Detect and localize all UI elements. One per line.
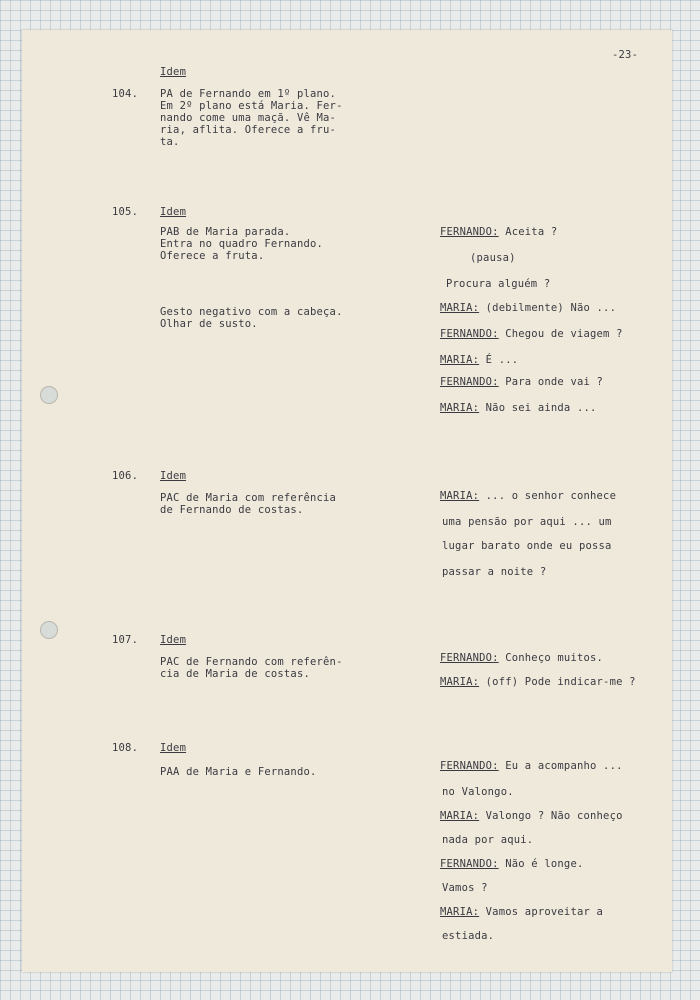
dialogue-line xyxy=(442,882,488,894)
scene-number: 108. xyxy=(112,742,139,754)
dialogue-line xyxy=(440,858,583,870)
speaker-name: MARIA: xyxy=(440,906,480,918)
scene-number: 105. xyxy=(112,206,139,218)
dialogue-text: Conheço muitos. xyxy=(498,652,604,664)
action-line: PA de Fernando em 1º plano. xyxy=(160,88,337,100)
dialogue-text: passar a noite ? xyxy=(442,566,547,578)
action-line: nando come uma maçã. Vê Ma- xyxy=(160,112,337,124)
scene-number: 107. xyxy=(112,634,139,646)
dialogue-text: Não é longe. xyxy=(498,858,584,870)
punch-hole xyxy=(40,386,58,404)
scene-number: 106. xyxy=(112,470,139,482)
dialogue-text: É ... xyxy=(479,354,519,366)
action-line: PAC de Fernando com referên- xyxy=(160,656,343,668)
action-line: PAC de Maria com referência xyxy=(160,492,337,504)
dialogue-line xyxy=(440,810,623,822)
speaker-name: FERNANDO: xyxy=(440,376,499,388)
action-line: de Fernando de costas. xyxy=(160,504,304,516)
dialogue-line xyxy=(440,354,518,366)
dialogue-text: estiada. xyxy=(442,930,495,942)
speaker-name: MARIA: xyxy=(440,676,480,688)
speaker-name: MARIA: xyxy=(440,810,480,822)
dialogue-line xyxy=(440,906,603,918)
dialogue-line xyxy=(446,278,550,290)
action-line: ta. xyxy=(160,136,180,148)
scene-heading: Idem xyxy=(160,66,187,78)
action-line: Em 2º plano está Maria. Fer- xyxy=(160,100,343,112)
dialogue-text: no Valongo. xyxy=(442,786,514,798)
page-number: -23- xyxy=(612,49,639,61)
dialogue-line xyxy=(440,676,636,688)
dialogue-line xyxy=(470,252,516,264)
dialogue-text: Eu a acompanho ... xyxy=(498,760,623,772)
dialogue-line xyxy=(440,226,557,238)
dialogue-text: lugar barato onde eu possa xyxy=(442,540,612,552)
scene-number: 104. xyxy=(112,88,139,100)
dialogue-line xyxy=(440,402,597,414)
dialogue-line xyxy=(442,540,612,552)
dialogue-text: (off) Pode indicar-me ? xyxy=(479,676,636,688)
dialogue-text: Valongo ? Não conheço xyxy=(479,810,623,822)
dialogue-line xyxy=(442,566,546,578)
script-page xyxy=(22,30,672,972)
dialogue-text: Procura alguém ? xyxy=(446,278,551,290)
speaker-name: FERNANDO: xyxy=(440,652,499,664)
dialogue-line xyxy=(442,930,494,942)
dialogue-text: ... o senhor conhece xyxy=(479,490,617,502)
action-line: cia de Maria de costas. xyxy=(160,668,310,680)
action-line: PAA de Maria e Fernando. xyxy=(160,766,317,778)
dialogue-text: (debilmente) Não ... xyxy=(479,302,617,314)
speaker-name: FERNANDO: xyxy=(440,760,499,772)
dialogue-line xyxy=(442,516,612,528)
dialogue-text: (pausa) xyxy=(470,252,516,264)
speaker-name: MARIA: xyxy=(440,302,480,314)
dialogue-line xyxy=(442,834,533,846)
dialogue-text: Aceita ? xyxy=(498,226,558,238)
speaker-name: MARIA: xyxy=(440,490,480,502)
dialogue-text: Vamos ? xyxy=(442,882,488,894)
action-line: ria, aflita. Oferece a fru- xyxy=(160,124,337,136)
speaker-name: MARIA: xyxy=(440,354,480,366)
scene-heading: Idem xyxy=(160,206,187,218)
dialogue-line xyxy=(440,760,623,772)
action-line: PAB de Maria parada. xyxy=(160,226,291,238)
dialogue-text: nada por aqui. xyxy=(442,834,534,846)
speaker-name: MARIA: xyxy=(440,402,480,414)
scene-heading: Idem xyxy=(160,634,187,646)
dialogue-text: Para onde vai ? xyxy=(498,376,604,388)
dialogue-line xyxy=(440,302,616,314)
punch-hole xyxy=(40,621,58,639)
dialogue-line xyxy=(442,786,514,798)
scene-heading: Idem xyxy=(160,470,187,482)
speaker-name: FERNANDO: xyxy=(440,858,499,870)
dialogue-line xyxy=(440,376,603,388)
dialogue-line xyxy=(440,652,603,664)
speaker-name: FERNANDO: xyxy=(440,226,499,238)
action-line: Gesto negativo com a cabeça. xyxy=(160,306,343,318)
dialogue-text: Não sei ainda ... xyxy=(479,402,597,414)
dialogue-text: Vamos aproveitar a xyxy=(479,906,604,918)
speaker-name: FERNANDO: xyxy=(440,328,499,340)
dialogue-text: Chegou de viagem ? xyxy=(498,328,623,340)
dialogue-text: uma pensão por aqui ... um xyxy=(442,516,612,528)
action-line: Olhar de susto. xyxy=(160,318,258,330)
action-line: Entra no quadro Fernando. xyxy=(160,238,324,250)
action-line: Oferece a fruta. xyxy=(160,250,265,262)
dialogue-line xyxy=(440,328,623,340)
dialogue-line xyxy=(440,490,616,502)
scene-heading: Idem xyxy=(160,742,187,754)
